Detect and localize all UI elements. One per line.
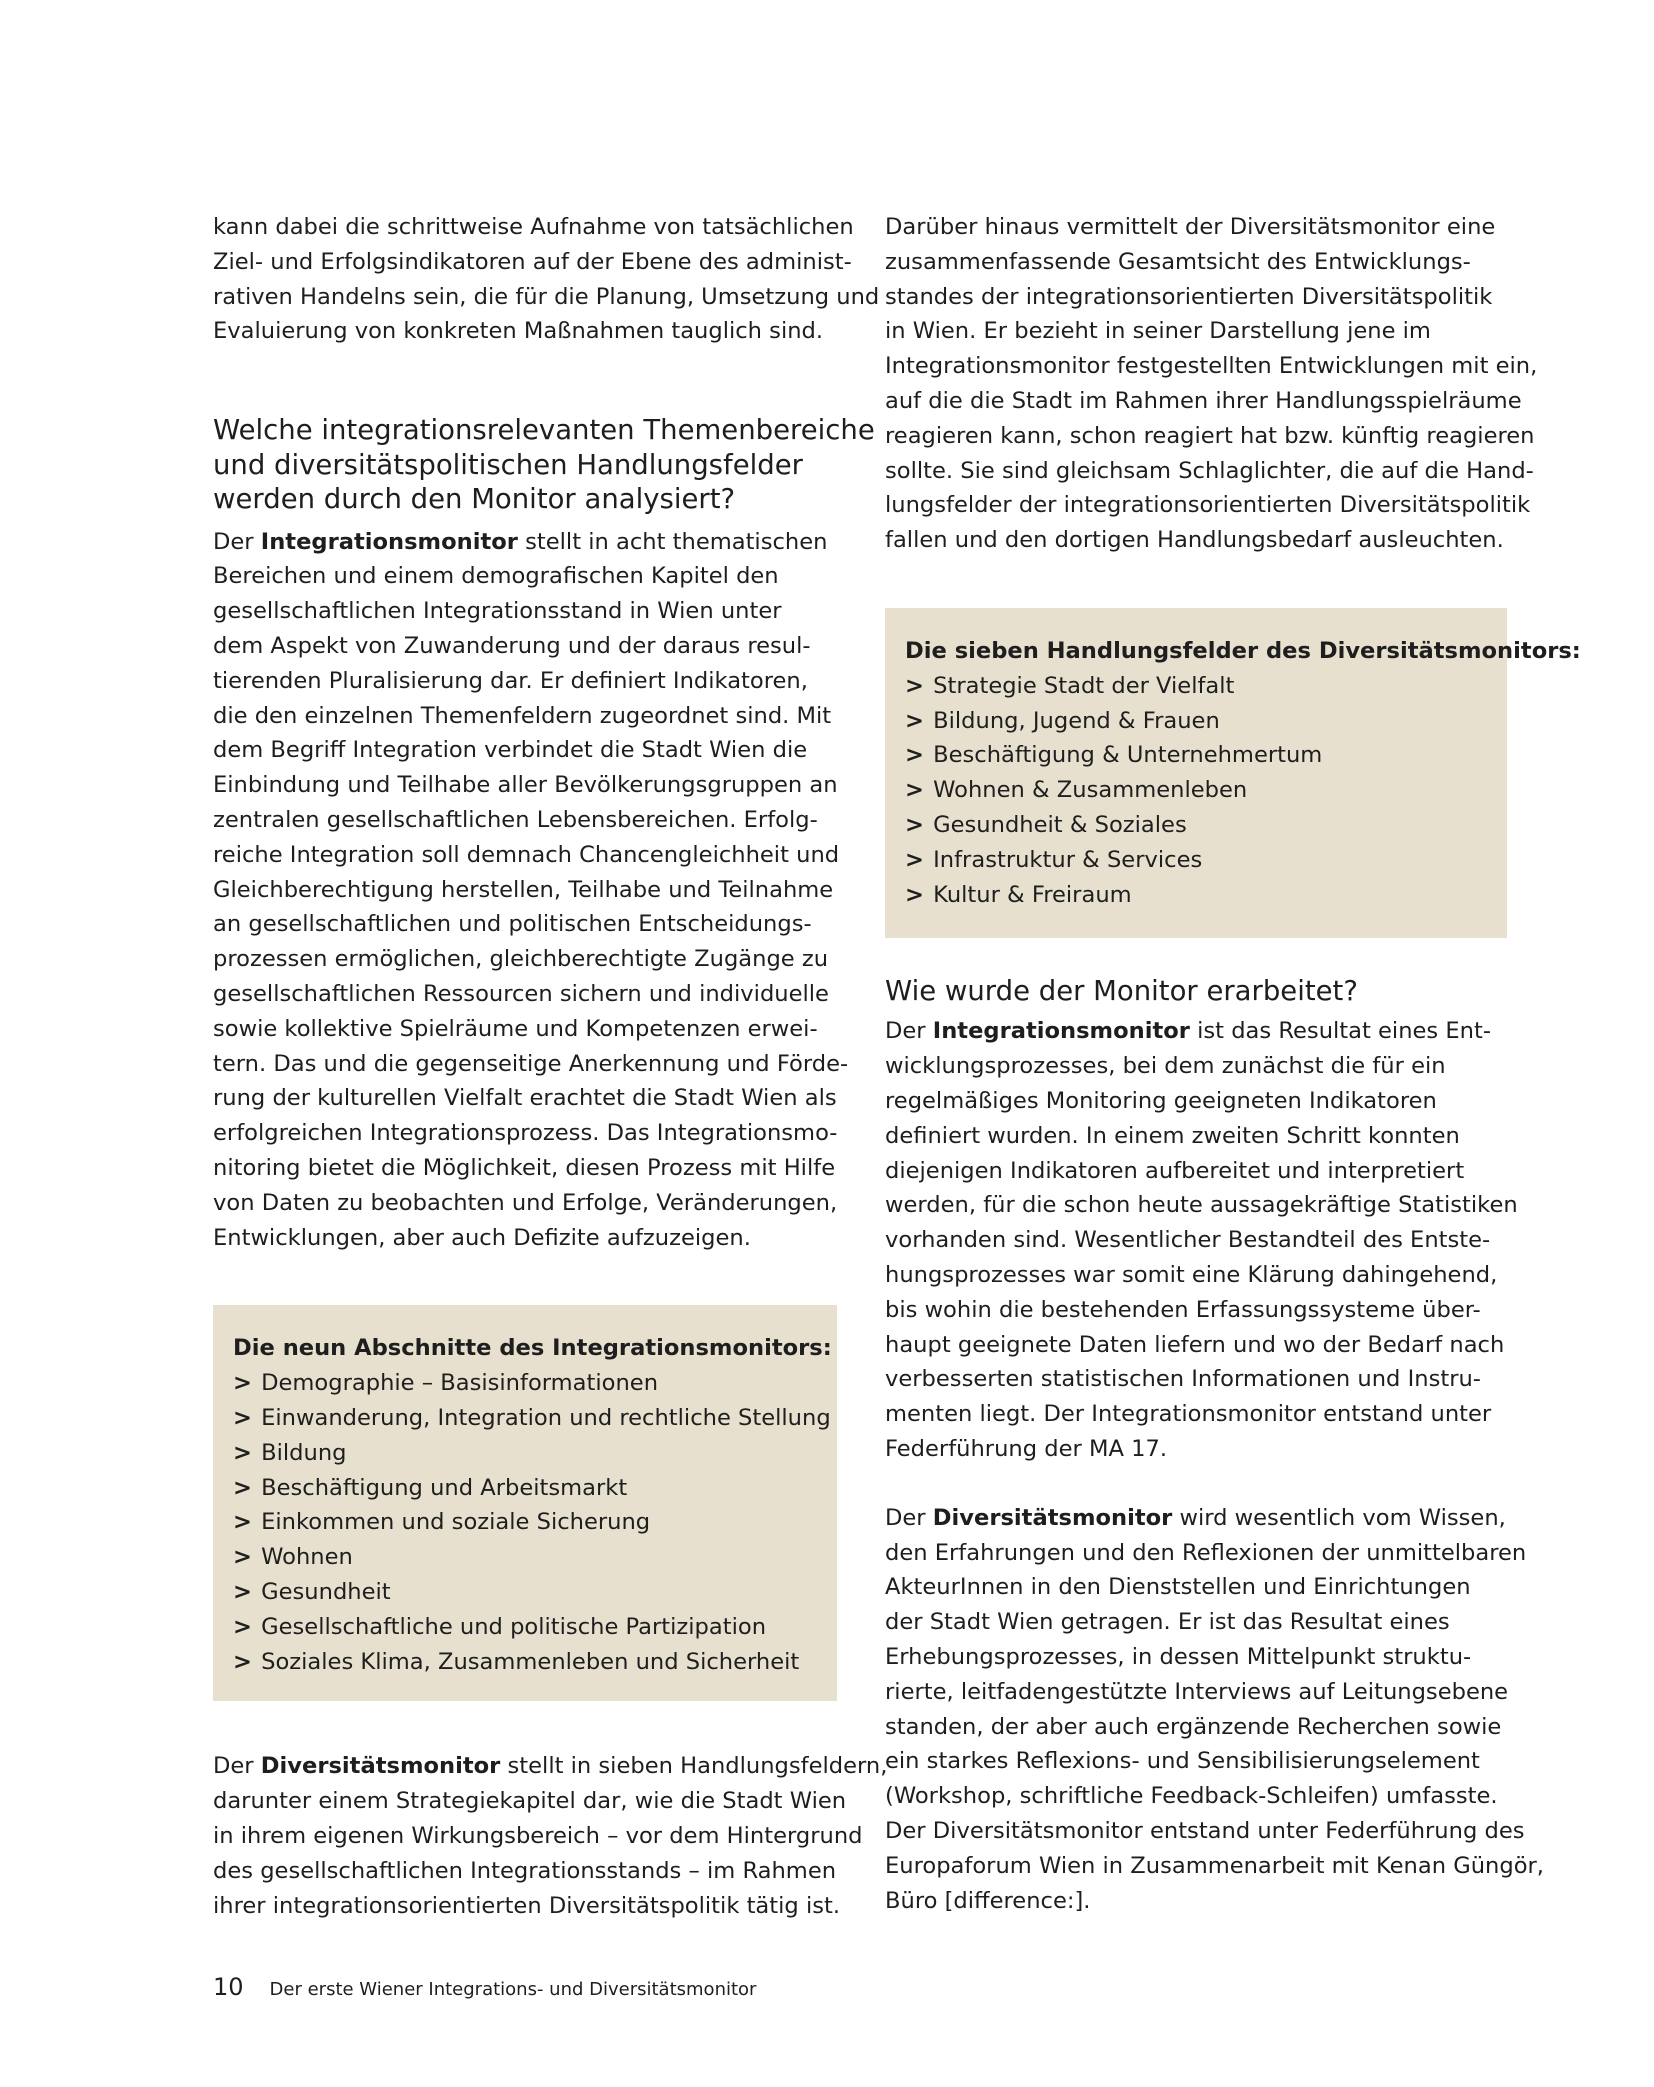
diversitaetsmonitor-process xyxy=(885,1501,1544,1919)
heading-line: werden durch den Monitor analysiert? xyxy=(213,483,736,516)
heading-line: und diversitätspolitischen Handlungsfelder xyxy=(213,448,803,481)
text-line: diejenigen Indikatoren aufbereitet und interpretiert xyxy=(885,1157,1465,1184)
section-heading-method: Wie wurde der Monitor erarbeitet? xyxy=(885,974,1358,1007)
text-line: den Erfahrungen und den Reflexionen der unmittelbaren xyxy=(885,1539,1527,1566)
text-line: haupt geeignete Daten liefern und wo der Bedarf nach xyxy=(885,1331,1505,1358)
text-line xyxy=(213,1749,888,1784)
text-fragment: wird wesentlich vom Wissen, xyxy=(1172,1504,1506,1531)
arrow-marker-icon: > xyxy=(233,1509,252,1536)
text-line: dem Begriff Integration verbindet die Stadt Wien die xyxy=(213,737,808,764)
text-fragment: Der xyxy=(885,1504,933,1531)
list-item-label: Kultur & Freiraum xyxy=(933,881,1132,908)
text-line: ein starkes Reflexions- und Sensibilisierungselement xyxy=(885,1748,1480,1775)
integrationsmonitor-sections-box xyxy=(213,1305,837,1701)
arrow-marker-icon: > xyxy=(905,742,924,769)
right-column xyxy=(885,210,1581,1918)
list-item-label: Bildung xyxy=(261,1439,347,1466)
text-line: gesellschaftlichen Integrationsstand in Wien unter xyxy=(213,598,782,625)
text-line: Europaforum Wien in Zusammenarbeit mit Kenan Güngör, xyxy=(885,1852,1544,1879)
list-item xyxy=(233,1401,831,1436)
list-item-label: Infrastruktur & Services xyxy=(933,846,1203,873)
text-line: lungsfelder der integrationsorientierten Diversitätspolitik xyxy=(885,492,1531,519)
text-line: definiert wurden. In einem zweiten Schritt konnten xyxy=(885,1122,1460,1149)
arrow-marker-icon: > xyxy=(233,1370,252,1397)
text-line: menten liegt. Der Integrationsmonitor entstand unter xyxy=(885,1401,1492,1428)
text-line: Entwicklungen, aber auch Defizite aufzuzeigen. xyxy=(213,1224,751,1251)
arrow-marker-icon: > xyxy=(905,777,924,804)
section-heading-themes xyxy=(213,413,875,517)
handlungsfelder-box xyxy=(885,608,1581,938)
text-line: tern. Das und die gegenseitige Anerkennung und Förde- xyxy=(213,1050,849,1077)
text-line: die den einzelnen Themenfeldern zugeordnet sind. Mit xyxy=(213,702,832,729)
list-item xyxy=(233,1645,817,1680)
text-fragment: stellt in sieben Handlungsfeldern, xyxy=(500,1753,888,1780)
arrow-marker-icon: > xyxy=(233,1405,252,1432)
text-line: der Stadt Wien getragen. Er ist das Resultat eines xyxy=(885,1609,1450,1636)
text-line: darunter einem Strategiekapitel dar, wie die Stadt Wien xyxy=(213,1788,847,1815)
text-fragment: Der xyxy=(885,1018,933,1045)
text-line: gesellschaftlichen Ressourcen sichern und individuelle xyxy=(213,981,829,1008)
text-line: an gesellschaftlichen und politischen Entscheidungs- xyxy=(213,911,812,938)
list-item xyxy=(233,1575,817,1610)
heading-line: Welche integrationsrelevanten Themenbereiche xyxy=(213,414,875,447)
list-item-label: Soziales Klima, Zusammenleben und Sicherheit xyxy=(261,1648,800,1675)
right-intro-paragraph xyxy=(885,210,1538,558)
list-item xyxy=(233,1436,817,1471)
text-line: werden, für die schon heute aussagekräftige Statistiken xyxy=(885,1192,1518,1219)
arrow-marker-icon: > xyxy=(905,846,924,873)
text-line: Integrationsmonitor festgestellten Entwicklungen mit ein, xyxy=(885,353,1538,380)
text-line: Gleichberechtigung herstellen, Teilhabe und Teilnahme xyxy=(213,876,834,903)
arrow-marker-icon: > xyxy=(233,1474,252,1501)
list-item xyxy=(905,669,1487,704)
list-item-label: Einkommen und soziale Sicherung xyxy=(261,1509,651,1536)
text-line: Einbindung und Teilhabe aller Bevölkerungsgruppen an xyxy=(213,772,838,799)
text-line: AkteurInnen in den Dienststellen und Einrichtungen xyxy=(885,1574,1471,1601)
text-fragment: Der xyxy=(213,1753,261,1780)
list-item xyxy=(233,1366,817,1401)
text-line xyxy=(885,1501,1525,1536)
list-item-label: Wohnen xyxy=(261,1544,353,1571)
text-line: dem Aspekt von Zuwanderung und der daraus resul- xyxy=(213,633,811,660)
text-line: tierenden Pluralisierung dar. Er definiert Indikatoren, xyxy=(213,667,808,694)
list-item-label: Strategie Stadt der Vielfalt xyxy=(933,672,1235,699)
list-item-label: Beschäftigung und Arbeitsmarkt xyxy=(261,1474,628,1501)
arrow-marker-icon: > xyxy=(233,1439,252,1466)
text-line: Erhebungsprozesses, in dessen Mittelpunkt struktu- xyxy=(885,1644,1472,1671)
text-line: zusammenfassende Gesamtsicht des Entwicklungs- xyxy=(885,248,1471,275)
text-line: kann dabei die schrittweise Aufnahme von tatsächlichen xyxy=(213,214,854,240)
term-diversitaetsmonitor: Diversitätsmonitor xyxy=(932,1504,1173,1531)
text-line: ihrer integrationsorientierten Diversitätspolitik tätig ist. xyxy=(213,1892,841,1919)
arrow-marker-icon: > xyxy=(233,1613,252,1640)
text-line: rativen Handelns sein, die für die Planung, Umsetzung und xyxy=(213,283,880,310)
text-line: des gesellschaftlichen Integrationsstands – im Rahmen xyxy=(213,1857,837,1884)
list-item-label: Demographie – Basisinformationen xyxy=(261,1370,659,1397)
list-item-label: Wohnen & Zusammenleben xyxy=(933,777,1248,804)
text-line: standen, der aber auch ergänzende Recherchen sowie xyxy=(885,1713,1502,1740)
arrow-marker-icon: > xyxy=(905,811,924,838)
text-line: reiche Integration soll demnach Chancengleichheit und xyxy=(213,841,840,868)
term-integrationsmonitor: Integrationsmonitor xyxy=(260,528,518,555)
text-line: Evaluierung von konkreten Maßnahmen tauglich sind. xyxy=(213,318,824,345)
list-item xyxy=(233,1471,817,1506)
text-line: Der Diversitätsmonitor entstand unter Federführung des xyxy=(885,1818,1525,1844)
text-line: reagieren kann, schon reagiert hat bzw. künftig reagieren xyxy=(885,422,1535,449)
text-line: vorhanden sind. Wesentlicher Bestandteil des Entste- xyxy=(885,1227,1491,1254)
text-fragment: ist das Resultat eines Ent- xyxy=(1189,1018,1491,1045)
box-title: Die neun Abschnitte des Integrationsmonitors: xyxy=(233,1335,832,1362)
list-item xyxy=(233,1540,817,1575)
text-line: standes der integrationsorientierten Diversitätspolitik xyxy=(885,283,1493,310)
text-line: in ihrem eigenen Wirkungsbereich – vor dem Hintergrund xyxy=(213,1823,863,1850)
text-line: Darüber hinaus vermittelt der Diversitätsmonitor eine xyxy=(885,214,1496,240)
list-item xyxy=(233,1505,817,1540)
arrow-marker-icon: > xyxy=(905,707,924,734)
integrationsmonitor-process xyxy=(885,1014,1525,1466)
text-fragment: stellt in acht thematischen xyxy=(517,528,828,555)
list-item-label: Gesellschaftliche und politische Partizipation xyxy=(261,1613,767,1640)
list-item xyxy=(905,704,1487,739)
text-line: Bereichen und einem demografischen Kapitel den xyxy=(213,563,779,590)
text-line: in Wien. Er bezieht in seiner Darstellung jene im xyxy=(885,318,1431,345)
text-line: Federführung der MA 17. xyxy=(885,1436,1168,1463)
text-line: wicklungsprozesses, bei dem zunächst die für ein xyxy=(885,1053,1446,1080)
text-line: verbesserten statistischen Informationen und Instru- xyxy=(885,1366,1481,1393)
arrow-marker-icon: > xyxy=(233,1544,252,1571)
diversitaetsmonitor-description xyxy=(213,1749,888,1923)
page-footer xyxy=(213,1973,756,2001)
text-line: sowie kollektive Spielräume und Kompetenzen erwei- xyxy=(213,1015,818,1042)
text-line: prozessen ermöglichen, gleichberechtigte Zugänge zu xyxy=(213,946,829,973)
arrow-marker-icon: > xyxy=(905,881,924,908)
text-line: sollte. Sie sind gleichsam Schlaglichter, die auf die Hand- xyxy=(885,457,1534,484)
text-fragment: Der xyxy=(213,528,261,555)
text-line xyxy=(885,1014,1525,1049)
text-line: hungsprozesses war somit eine Klärung dahingehend, xyxy=(885,1262,1498,1289)
text-line: Ziel- und Erfolgsindikatoren auf der Ebene des administ- xyxy=(213,248,852,275)
text-line: bis wohin die bestehenden Erfassungssysteme über- xyxy=(885,1296,1481,1323)
text-line: zentralen gesellschaftlichen Lebensbereichen. Erfolg- xyxy=(213,807,818,834)
left-column xyxy=(213,210,888,1923)
list-item xyxy=(905,878,1487,913)
left-intro-paragraph xyxy=(213,210,880,349)
text-line: regelmäßiges Monitoring geeigneten Indikatoren xyxy=(885,1088,1437,1115)
text-line: (Workshop, schriftliche Feedback-Schleifen) umfasste. xyxy=(885,1783,1498,1810)
list-item xyxy=(905,738,1487,773)
text-line: rierte, leitfadengestützte Interviews auf Leitungsebene xyxy=(885,1678,1509,1705)
text-line: erfolgreichen Integrationsprozess. Das Integrationsmo- xyxy=(213,1120,838,1147)
list-item-label: Einwanderung, Integration und rechtliche Stellung xyxy=(261,1405,831,1432)
list-item-label: Gesundheit xyxy=(261,1579,391,1605)
term-diversitaetsmonitor: Diversitätsmonitor xyxy=(260,1753,501,1780)
text-line: fallen und den dortigen Handlungsbedarf ausleuchten. xyxy=(885,527,1504,554)
list-item-label: Beschäftigung & Unternehmertum xyxy=(933,742,1323,769)
page-number: 10 xyxy=(213,1973,244,2001)
list-item xyxy=(905,808,1487,843)
text-line xyxy=(213,525,863,560)
list-item-label: Bildung, Jugend & Frauen xyxy=(933,707,1220,734)
arrow-marker-icon: > xyxy=(233,1648,252,1675)
text-line: rung der kulturellen Vielfalt erachtet die Stadt Wien als xyxy=(213,1085,837,1112)
integrationsmonitor-description xyxy=(213,525,863,1256)
term-integrationsmonitor: Integrationsmonitor xyxy=(932,1018,1190,1045)
list-item xyxy=(905,843,1487,878)
text-line: Büro [difference:]. xyxy=(885,1887,1091,1914)
text-line: nitoring bietet die Möglichkeit, diesen Prozess mit Hilfe xyxy=(213,1155,836,1182)
arrow-marker-icon: > xyxy=(233,1579,252,1605)
arrow-marker-icon: > xyxy=(905,672,924,699)
text-line: von Daten zu beobachten und Erfolge, Veränderungen, xyxy=(213,1189,838,1216)
text-line: auf die die Stadt im Rahmen ihrer Handlungsspielräume xyxy=(885,387,1522,414)
list-item xyxy=(905,773,1487,808)
list-item-label: Gesundheit & Soziales xyxy=(933,811,1187,838)
running-title: Der erste Wiener Integrations- und Diversitätsmonitor xyxy=(269,1979,757,2000)
box-title: Die sieben Handlungsfelder des Diversitätsmonitors: xyxy=(905,637,1581,664)
list-item xyxy=(233,1610,817,1645)
